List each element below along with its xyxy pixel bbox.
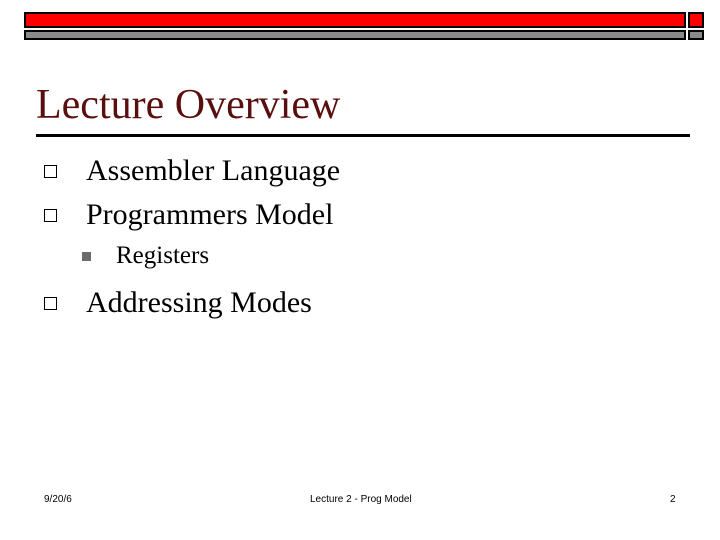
top-accent-bar-shadow (24, 30, 686, 40)
bullet-item (44, 154, 340, 188)
hollow-square-bullet-icon (44, 297, 57, 310)
sub-bullet-item (82, 242, 209, 270)
top-accent-square-shadow (688, 30, 704, 40)
footer-date: 9/20/6 (44, 494, 72, 505)
slide-title: Lecture Overview (36, 82, 341, 128)
bullet-item (44, 286, 312, 320)
top-accent-square (688, 12, 704, 28)
hollow-square-bullet-icon (44, 165, 57, 178)
top-accent-bar (24, 12, 686, 28)
page-number: 2 (670, 494, 676, 505)
bullet-text: Assembler Language (86, 154, 341, 187)
footer-title: Lecture 2 - Prog Model (310, 494, 412, 505)
bullet-text: Addressing Modes (86, 286, 312, 319)
filled-square-bullet-icon (82, 252, 91, 261)
hollow-square-bullet-icon (44, 209, 57, 222)
bullet-text: Programmers Model (86, 198, 334, 231)
bullet-text: Registers (116, 242, 210, 269)
title-underline (36, 134, 690, 137)
bullet-item (44, 198, 333, 232)
